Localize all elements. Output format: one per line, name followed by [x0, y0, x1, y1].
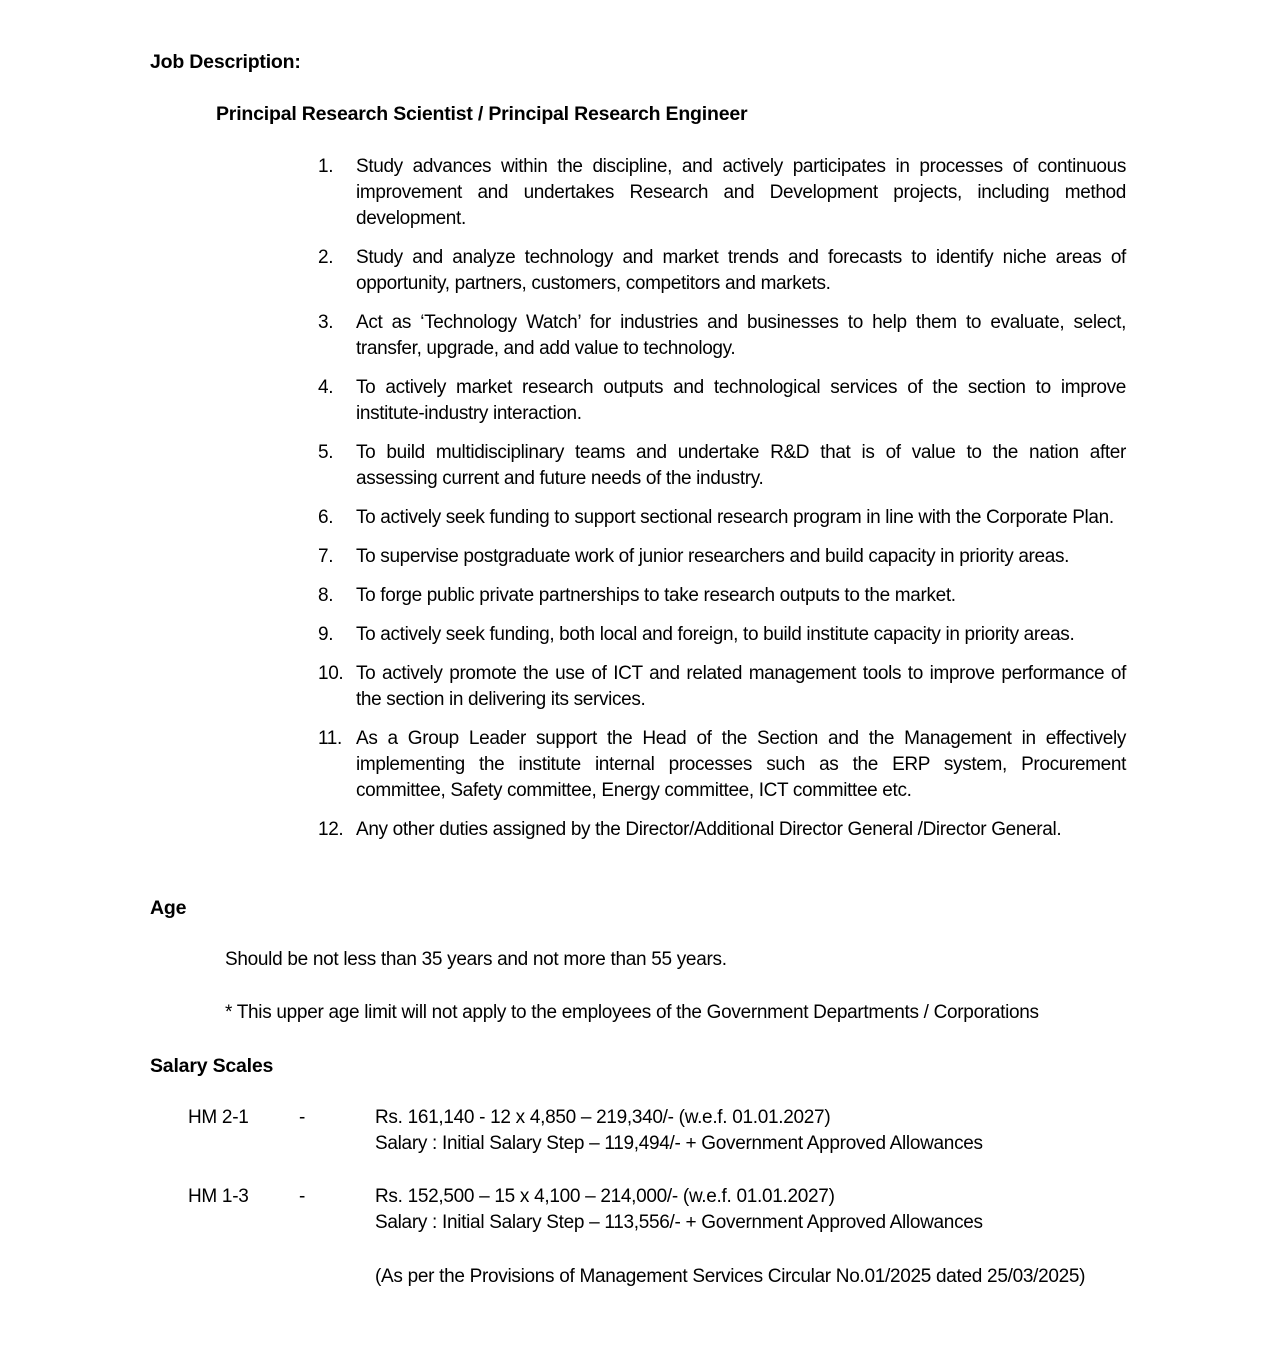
item-number: 4. — [318, 377, 334, 398]
age-requirement: Should be not less than 35 years and not more than 55 years. — [225, 949, 727, 970]
item-text: To actively seek funding to support sectional research program in line with the Corporate Plan. — [356, 507, 1114, 528]
item-text: To supervise postgraduate work of junior researchers and build capacity in priority areas. — [356, 546, 1070, 567]
list-item — [318, 245, 1126, 297]
salary-dash: - — [299, 1186, 306, 1207]
list-item — [318, 661, 1126, 713]
job-description-heading: Job Description: — [150, 51, 301, 73]
list-item — [318, 583, 1126, 609]
item-text: To actively seek funding, both local and foreign, to build institute capacity in priority areas. — [356, 624, 1075, 645]
list-item — [318, 622, 1126, 648]
salary-grade: HM 2-1 — [188, 1107, 249, 1128]
item-number: 8. — [318, 585, 334, 606]
item-number: 10. — [318, 663, 344, 684]
item-text: As a Group Leader support the Head of the Section and the Management in effectively implementing the institute internal processes such as the ERP system, Procurement committee, Safety committee, Energy committee, ICT committee etc. — [356, 728, 1126, 801]
item-text: Study advances within the discipline, and actively participates in processes of continuous improvement and undertakes Research and Development projects, including method development. — [356, 156, 1126, 229]
list-item — [318, 726, 1126, 804]
salary-details — [375, 1105, 983, 1157]
item-number: 11. — [318, 728, 342, 749]
item-number: 6. — [318, 507, 334, 528]
age-limit-note: * This upper age limit will not apply to the employees of the Government Departments / Corporations — [225, 1002, 1039, 1023]
list-item — [318, 310, 1126, 362]
salary-scales-heading: Salary Scales — [150, 1055, 274, 1077]
salary-initial-step: Salary : Initial Salary Step – 113,556/- + Government Approved Allowances — [375, 1212, 983, 1233]
item-number: 5. — [318, 442, 334, 463]
salary-dash: - — [299, 1107, 306, 1128]
item-text: To forge public private partnerships to take research outputs to the market. — [356, 585, 956, 606]
salary-details — [375, 1184, 983, 1236]
item-text: Any other duties assigned by the Director/Additional Director General /Director General. — [356, 819, 1062, 840]
item-text: To build multidisciplinary teams and undertake R&D that is of value to the nation after assessing current and future needs of the industry. — [356, 442, 1126, 489]
list-item — [318, 154, 1126, 232]
item-number: 2. — [318, 247, 334, 268]
list-item — [318, 817, 1126, 843]
duties-list — [318, 154, 1126, 856]
item-text: Study and analyze technology and market trends and forecasts to identify niche areas of opportunity, partners, customers, competitors and markets. — [356, 247, 1126, 294]
item-text: To actively market research outputs and technological services of the section to improve institute-industry interaction. — [356, 377, 1126, 424]
list-item — [318, 544, 1126, 570]
item-text: To actively promote the use of ICT and related management tools to improve performance of the section in delivering its services. — [356, 663, 1126, 710]
item-number: 12. — [318, 819, 344, 840]
salary-grade: HM 1-3 — [188, 1186, 249, 1207]
list-item — [318, 375, 1126, 427]
position-title: Principal Research Scientist / Principal Research Engineer — [216, 103, 748, 125]
salary-scale-range: Rs. 161,140 - 12 x 4,850 – 219,340/- (w.e.f. 01.01.2027) — [375, 1107, 831, 1128]
item-text: Act as ‘Technology Watch’ for industries and businesses to help them to evaluate, select, transfer, upgrade, and add value to technology. — [356, 312, 1126, 359]
item-number: 9. — [318, 624, 334, 645]
item-number: 7. — [318, 546, 334, 567]
circular-note: (As per the Provisions of Management Services Circular No.01/2025 dated 25/03/2025) — [375, 1266, 1086, 1287]
list-item — [318, 440, 1126, 492]
item-number: 3. — [318, 312, 334, 333]
age-heading: Age — [150, 897, 187, 919]
item-number: 1. — [318, 156, 334, 177]
list-item — [318, 505, 1126, 531]
salary-scale-range: Rs. 152,500 – 15 x 4,100 – 214,000/- (w.e.f. 01.01.2027) — [375, 1186, 835, 1207]
salary-initial-step: Salary : Initial Salary Step – 119,494/- + Government Approved Allowances — [375, 1133, 983, 1154]
